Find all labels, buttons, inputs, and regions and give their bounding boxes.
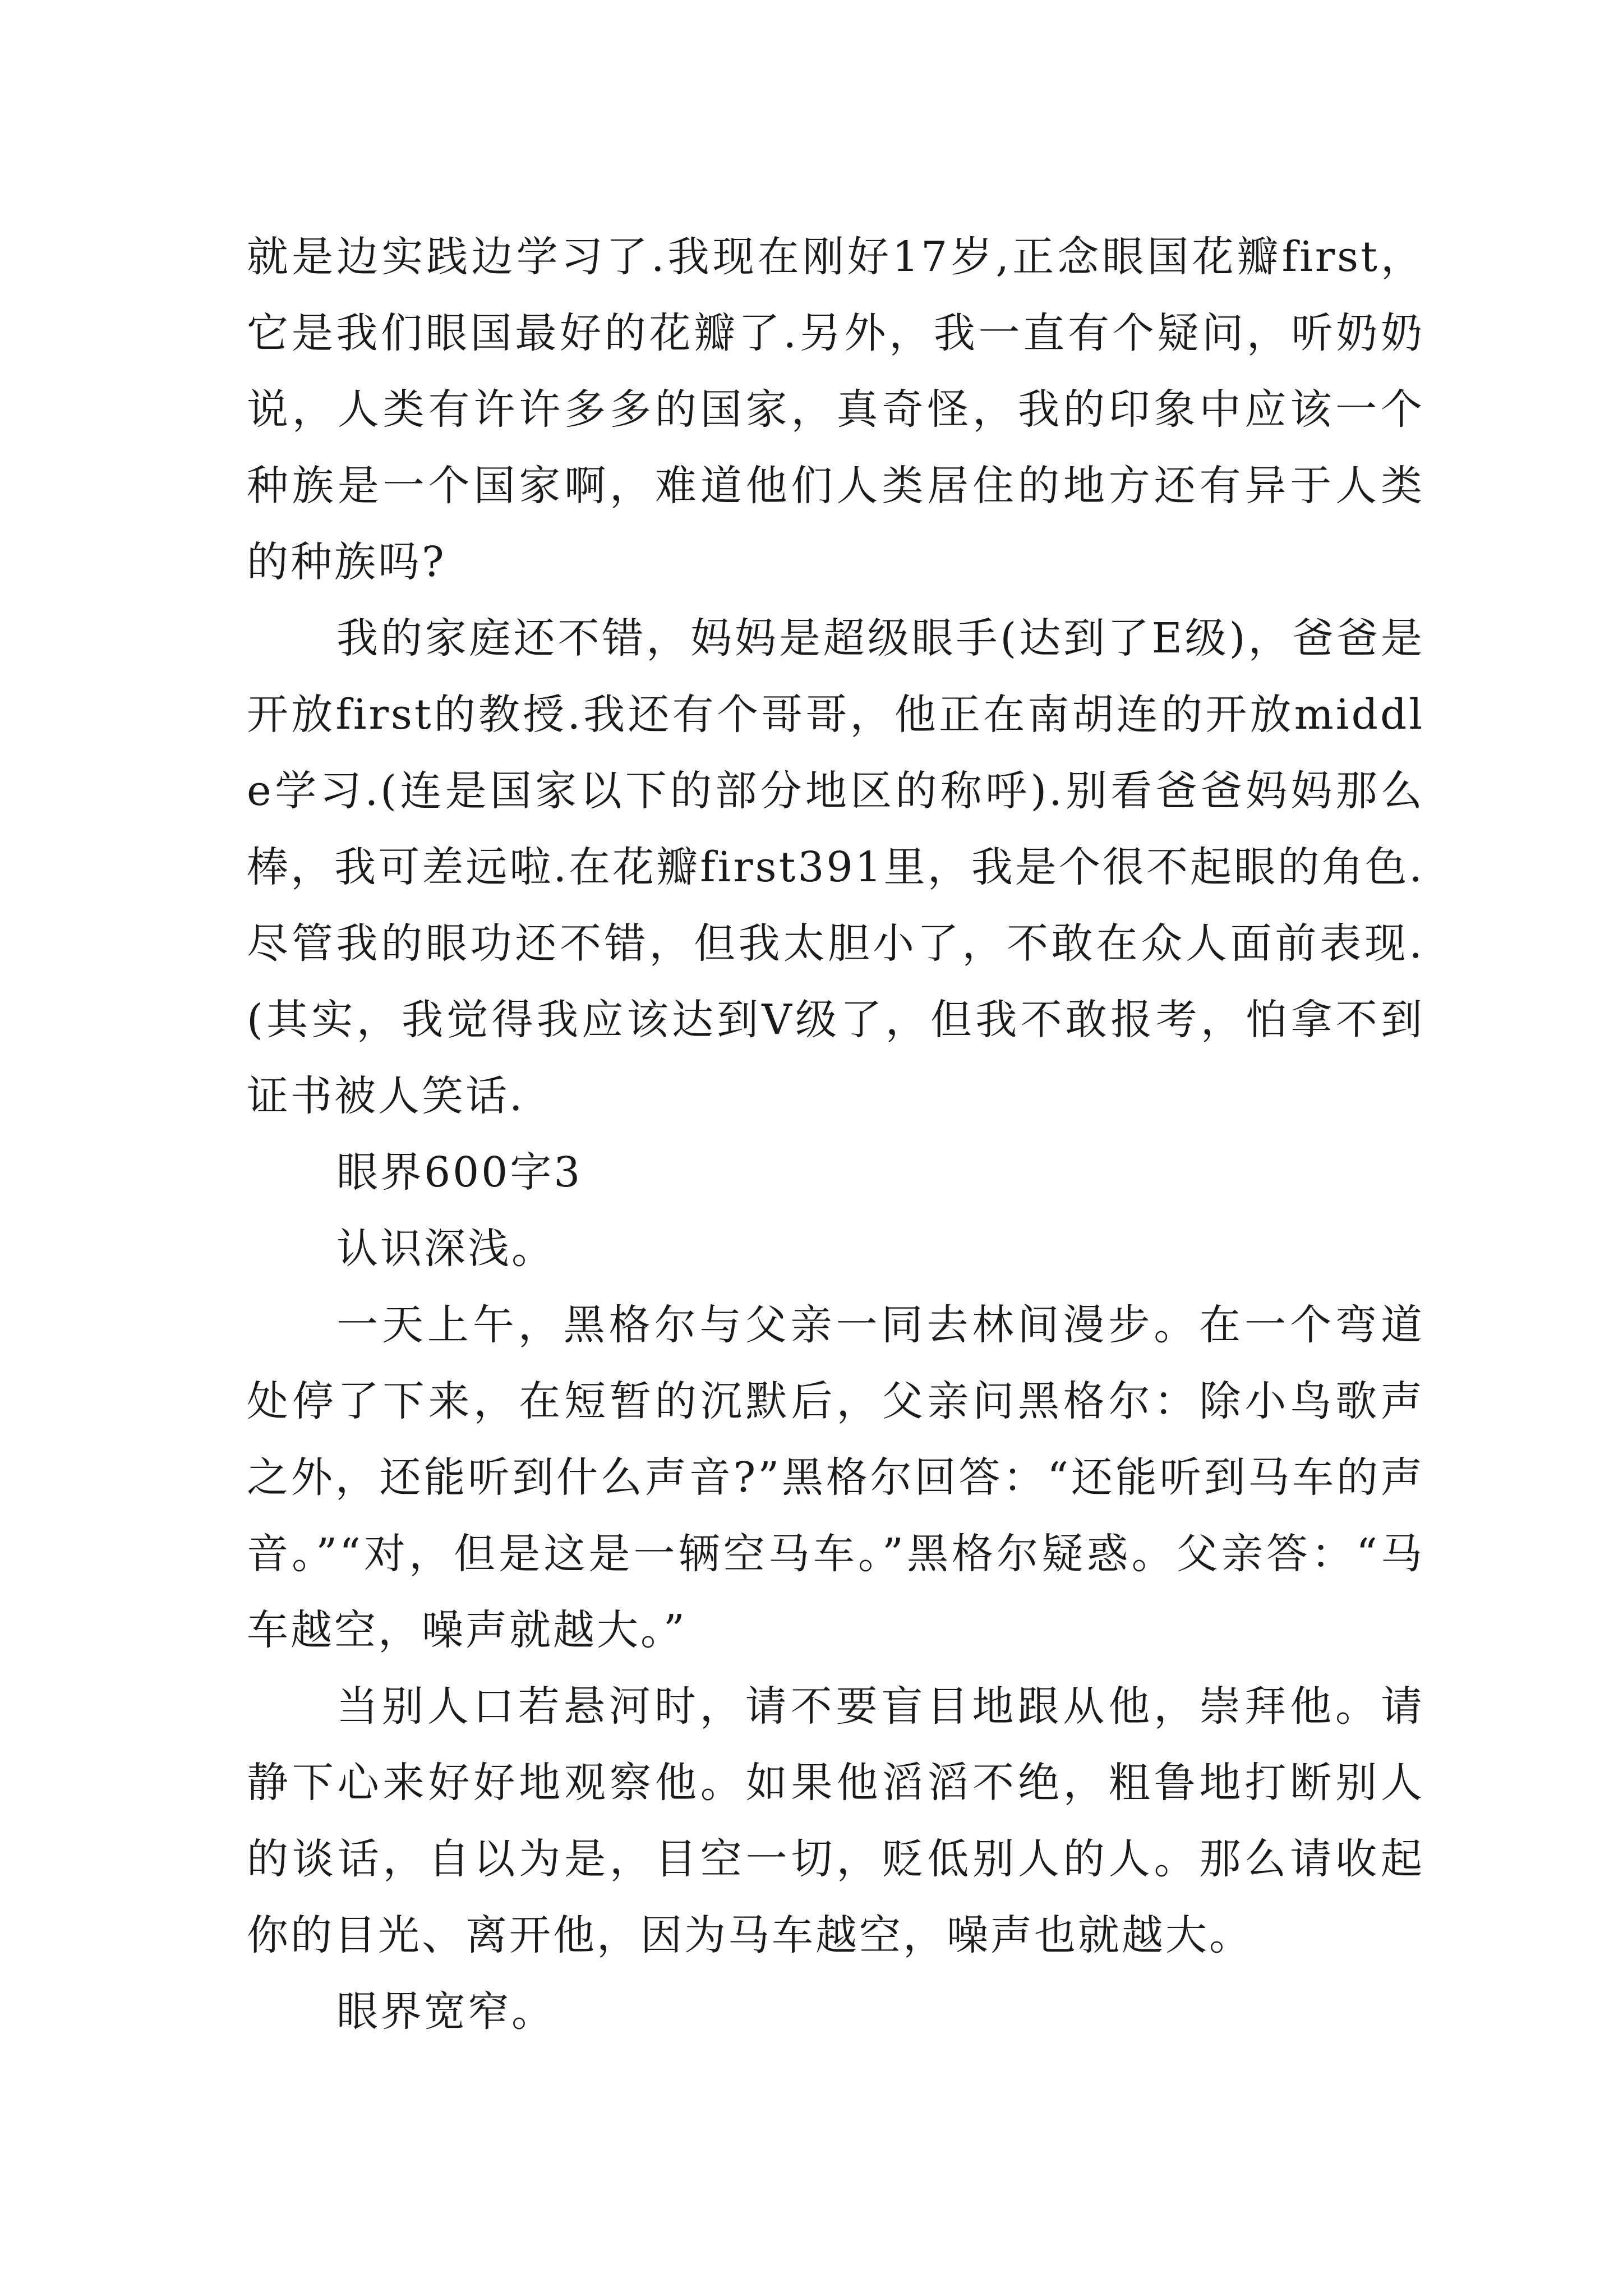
paragraph: 一天上午，黑格尔与父亲一同去林间漫步。在一个弯道处停了下来，在短暂的沉默后，父亲问黑格尔：除小鸟歌声之外，还能听到什么声音?”黑格尔回答：“还能听到马车的声音。”“对，但是这是一辆空马车。”黑格尔疑惑。父亲答：“马车越空，噪声就越大。” bbox=[247, 1301, 1424, 1654]
paragraph: 当别人口若悬河时，请不要盲目地跟从他，崇拜他。请静下心来好好地观察他。如果他滔滔不绝，粗鲁地打断别人的谈话，自以为是，目空一切，贬低别人的人。那么请收起你的目光、离开他，因为马车越空，噪声也就越大。 bbox=[247, 1682, 1424, 1959]
subheading: 认识深浅。 bbox=[336, 1225, 555, 1273]
document-body bbox=[247, 219, 1424, 2050]
paragraph: 就是边实践边学习了.我现在刚好17岁,正念眼国花瓣first，它是我们眼国最好的花瓣了.另外，我一直有个疑问，听奶奶说，人类有许许多多的国家，真奇怪，我的印象中应该一个种族是一个国家啊，难道他们人类居住的地方还有异于人类的种族吗? bbox=[247, 233, 1424, 586]
subheading: 眼界宽窄。 bbox=[336, 1987, 555, 2036]
paragraph: 我的家庭还不错，妈妈是超级眼手(达到了E级)，爸爸是开放first的教授.我还有个哥哥，他正在南胡连的开放middle学习.(连是国家以下的部分地区的称呼).别看爸爸妈妈那么棒，我可差远啦.在花瓣first391里，我是个很不起眼的角色.尽管我的眼功还不错，但我太胆小了，不敢在众人面前表现.(其实，我觉得我应该达到V级了，但我不敢报考，怕拿不到证书被人笑话. bbox=[247, 614, 1424, 1120]
section-heading: 眼界600字3 bbox=[336, 1148, 583, 1197]
